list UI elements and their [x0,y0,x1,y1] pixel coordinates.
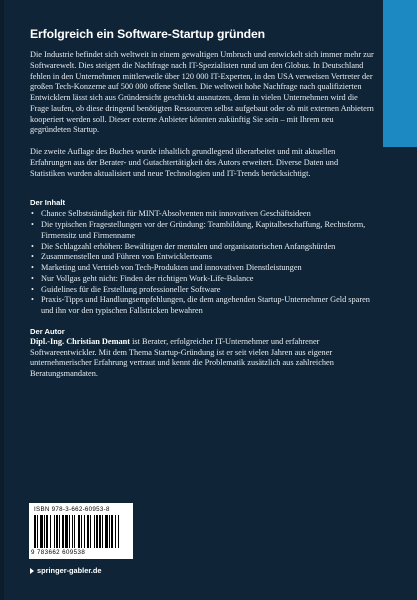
arrow-right-icon [30,568,34,574]
publisher-link[interactable] [30,566,101,575]
isbn-label: ISBN 978-3-662-60953-8 [34,506,110,513]
list-item: • Marketing und Vertrieb von Tech-Produkten und innovativen Dienstleistungen [30,263,375,274]
list-item: • Die Schlagzahl erhöhen: Bewältigen der mentalen und organisatorischen Anfangshürden [30,242,375,253]
accent-side-tab [383,0,417,147]
author-name: Dipl.-Ing. Christian Demant [30,336,131,346]
back-cover-content [30,27,375,380]
list-item: • Nur Vollgas geht nicht: Finden der richtigen Work-Life-Balance [30,274,375,285]
book-title: Erfolgreich ein Software-Startup gründen [30,27,266,41]
contents-list [30,209,375,317]
author-bio [30,337,375,380]
contents-heading: Der Inhalt [30,198,66,208]
author-heading: Der Autor [30,326,65,336]
list-item: • Chance Selbstständigkeit für MINT-Absolventen mit innovativen Geschäftsideen [30,209,375,220]
list-item: • Praxis-Tipps und Handlungsempfehlungen, die dem angehenden Startup-Unternehmer Geld sparen und ihn vor den typischen Fallstricken bewahren [30,295,375,317]
barcode-bars [34,515,128,548]
left-edge-bar [0,0,4,600]
list-item: • Die typischen Fragestellungen vor der Gründung: Teambildung, Kapitalbeschaffung, Rechtsform, Firmensitz und Firmenname [30,220,375,242]
list-item: • Zusammenstellen und Führen von Entwicklerteams [30,252,375,263]
list-item: • Guidelines für die Erstellung professioneller Software [30,285,375,296]
publisher-url: springer-gabler.de [37,566,102,575]
intro-paragraph: Die Industrie befindet sich weltweit in einem gewaltigen Umbruch und entwickelt sich immer mehr zur Softwarewelt. Dies steigert die Nachfrage nach IT-Spezialisten rund um den Globus. In Deutschland fehlen in den Unternehmen mittlerweile über 120 000 IT-Experten, in den USA verweisen Vertreter der großen Tech-Konzerne auf 500 000 offene Stellen. Die weltweit hohe Nachfrage nach qualifizierten Entwicklern lässt sich aus Gründersicht geschickt ausnutzen, denn in vielen Unternehmen wird die Frage laufen, ob diese dringend benötigten Ressourcen selbst aufgebaut oder ob mit externen Anbietern kooperiert werden soll. Dieser externe Anbieter könnten zukünftig Sie sein – mit Ihrem neu gegründeten Startup. [30,50,374,135]
second-edition-paragraph: Die zweite Auflage des Buches wurde inhaltlich grundlegend überarbeitet und mit aktuellen Erfahrungen aus der Berater- und Gutachtertätigkeit des Autors erweitert. Diverse Daten und Statistiken wurden aktualisiert und neue Technologien und IT-Trends berücksichtigt. [30,147,339,178]
author-bio-text: ist Berater, erfolgreicher IT-Unternehmer und erfahrener Softwareentwickler. Mit dem Thema Startup-Gründung ist er seit vielen Jahren aus eigener unternehmerischer Erfahrung vertraut und kennt die Problematik zusätzlich aus zahlreichen Beratungsmandaten. [30,336,334,378]
barcode-digits: 9 783662 609538 [31,549,86,556]
isbn-barcode [29,503,133,559]
